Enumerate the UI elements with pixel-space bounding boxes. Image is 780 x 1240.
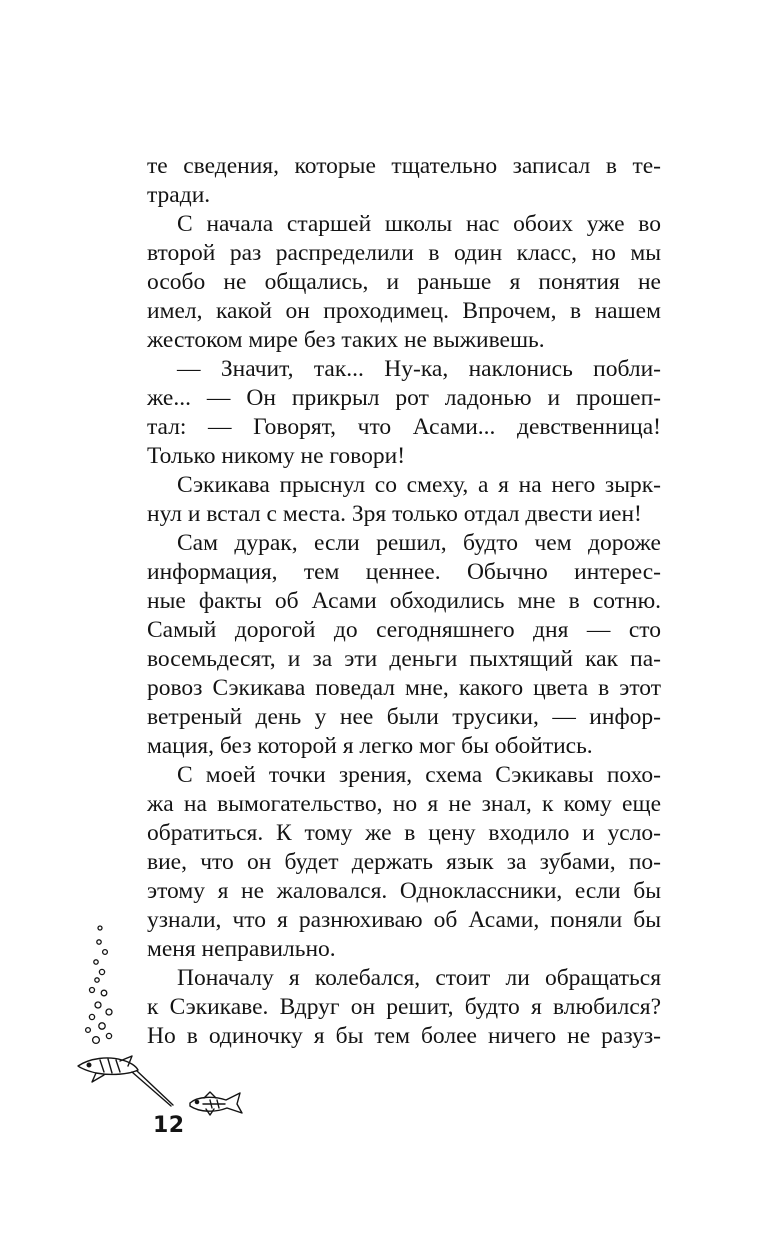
text-line-content: обратиться. К тому же в цену входило и усло-: [147, 820, 661, 846]
text-line-content: С моей точки зрения, схема Сэкикавы похо-: [177, 762, 661, 788]
text-line-content: ровоз Сэкикава поведал мне, какого цвета в этот: [147, 675, 661, 701]
text-line-content: ные факты об Асами обходились мне в сотню.: [147, 588, 661, 614]
text-line-content: Только никому не говори!: [147, 443, 406, 469]
text-line: [147, 268, 661, 297]
page-number: 12: [153, 1113, 185, 1138]
text-line-content: особо не общались, и раньше я понятия не: [147, 269, 661, 295]
text-line-content: вие, что он будет держать язык за зубами, по-: [147, 849, 661, 875]
text-line: [147, 993, 661, 1022]
text-line-content: информация, тем ценнее. Обычно интерес-: [147, 559, 661, 585]
text-line: [147, 761, 661, 790]
text-line: [147, 877, 661, 906]
text-line-content: С начала старшей школы нас обоих уже во: [177, 211, 661, 237]
text-line-content: имел, какой он проходимец. Впрочем, в нашем: [147, 298, 661, 324]
text-line: [147, 152, 661, 181]
text-line: [147, 616, 661, 645]
text-line: [147, 790, 661, 819]
text-line: [147, 964, 661, 993]
text-line: [147, 587, 661, 616]
text-line-content: Но в одиночку я бы тем более ничего не разуз-: [147, 1023, 661, 1049]
text-line: [147, 645, 661, 674]
text-line: [147, 558, 661, 587]
text-line-content: к Сэкикаве. Вдруг он решит, будто я влюбился?: [147, 994, 661, 1020]
text-line-content: жа на вымогательство, но я не знал, к кому еще: [147, 791, 661, 817]
text-line-content: тал: — Говорят, что Асами... девственница!: [147, 414, 661, 440]
text-line-content: меня неправильно.: [147, 936, 336, 962]
text-line: [147, 355, 661, 384]
text-line-content: Сэкикава прыснул со смеху, а я на него зырк-: [177, 472, 661, 498]
text-line: [147, 471, 661, 500]
text-line-content: мация, без которой я легко мог бы обойтись.: [147, 733, 593, 759]
text-line: [147, 413, 661, 442]
text-line: [147, 297, 661, 326]
text-line-content: этому я не жаловался. Одноклассники, если бы: [147, 878, 661, 904]
text-line-content: Сам дурак, если решил, будто чем дороже: [177, 530, 661, 556]
text-line-content: узнали, что я разнюхиваю об Асами, поняли бы: [147, 907, 661, 933]
text-line-content: жестоком мире без таких не выживешь.: [147, 327, 545, 353]
text-line-content: ветреный день у нее были трусики, — инфор-: [147, 704, 661, 730]
text-line-content: второй раз распределили в один класс, но мы: [147, 240, 661, 266]
text-line: [147, 703, 661, 732]
text-line: [147, 674, 661, 703]
text-line: [147, 442, 661, 471]
text-line: [147, 848, 661, 877]
text-line-content: Поначалу я колебался, стоит ли обращаться: [177, 965, 661, 991]
text-line: [147, 732, 661, 761]
text-line-content: Самый дорогой до сегодняшнего дня — сто: [147, 617, 661, 643]
text-line: [147, 500, 661, 529]
text-line: [147, 819, 661, 848]
text-line: [147, 210, 661, 239]
text-line: [147, 1022, 661, 1051]
body-text: [147, 152, 661, 1051]
text-line-content: нул и встал с места. Зря только отдал двести иен!: [147, 501, 642, 527]
text-line: [147, 384, 661, 413]
text-line-content: — Значит, так... Ну-ка, наклонись побли-: [177, 356, 661, 382]
text-line: [147, 935, 661, 964]
text-line-content: тради.: [147, 182, 211, 208]
text-line-content: восемьдесят, и за эти деньги пыхтящий как па-: [147, 646, 661, 672]
text-line: [147, 239, 661, 268]
text-line-content: те сведения, которые тщательно записал в те-: [147, 153, 661, 179]
text-line: [147, 326, 661, 355]
text-line: [147, 181, 661, 210]
text-line: [147, 906, 661, 935]
text-line: [147, 529, 661, 558]
text-line-content: же... — Он прикрыл рот ладонью и прошеп-: [147, 385, 661, 411]
